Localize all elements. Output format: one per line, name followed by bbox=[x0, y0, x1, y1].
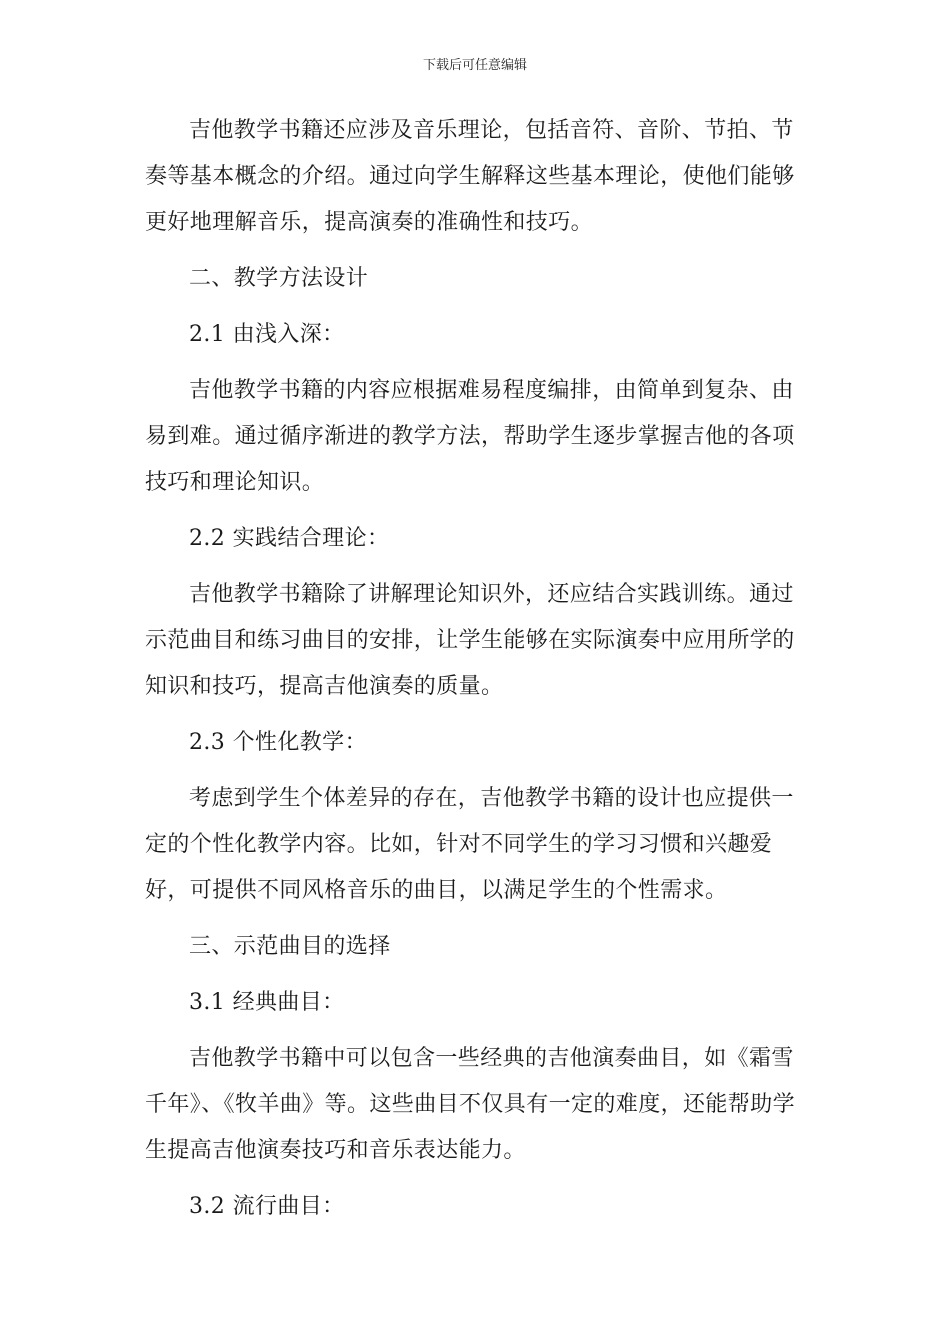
subheading-2-2: 2.2 实践结合理论： bbox=[189, 526, 390, 551]
page-header: 下载后可任意编辑 bbox=[422, 58, 527, 73]
paragraph-music-theory: 吉他教学书籍还应涉及音乐理论，包括音符、音阶、节拍、节奏等基本概念的介绍。通过向学生解释这些基本理论，使他们能够更好地理解音乐，提高演奏的准确性和技巧。 bbox=[145, 118, 795, 235]
section-heading-demo-pieces: 三、示范曲目的选择 bbox=[189, 934, 391, 959]
section-heading-teaching-methods: 二、教学方法设计 bbox=[189, 266, 369, 291]
subheading-2-1: 2.1 由浅入深： bbox=[189, 322, 345, 347]
subheading-3-1: 3.1 经典曲目： bbox=[189, 990, 345, 1015]
paragraph-classic-pieces: 吉他教学书籍中可以包含一些经典的吉他演奏曲目，如《霜雪千年》、《牧羊曲》等。这些曲目不仅具有一定的难度，还能帮助学生提高吉他演奏技巧和音乐表达能力。 bbox=[145, 1046, 796, 1163]
subheading-3-2: 3.2 流行曲目： bbox=[189, 1194, 345, 1219]
paragraph-progressive: 吉他教学书籍的内容应根据难易程度编排，由简单到复杂、由易到难。通过循序渐进的教学方法，帮助学生逐步掌握吉他的各项技巧和理论知识。 bbox=[145, 378, 795, 495]
paragraph-personalized: 考虑到学生个体差异的存在，吉他教学书籍的设计也应提供一定的个性化教学内容。比如，针对不同学生的学习习惯和兴趣爱好，可提供不同风格音乐的曲目，以满足学生的个性需求。 bbox=[145, 786, 794, 903]
paragraph-practice: 吉他教学书籍除了讲解理论知识外，还应结合实践训练。通过示范曲目和练习曲目的安排，让学生能够在实际演奏中应用所学的知识和技巧，提高吉他演奏的质量。 bbox=[145, 582, 795, 699]
subheading-2-3: 2.3 个性化教学： bbox=[189, 730, 367, 755]
document-body bbox=[145, 108, 807, 1240]
